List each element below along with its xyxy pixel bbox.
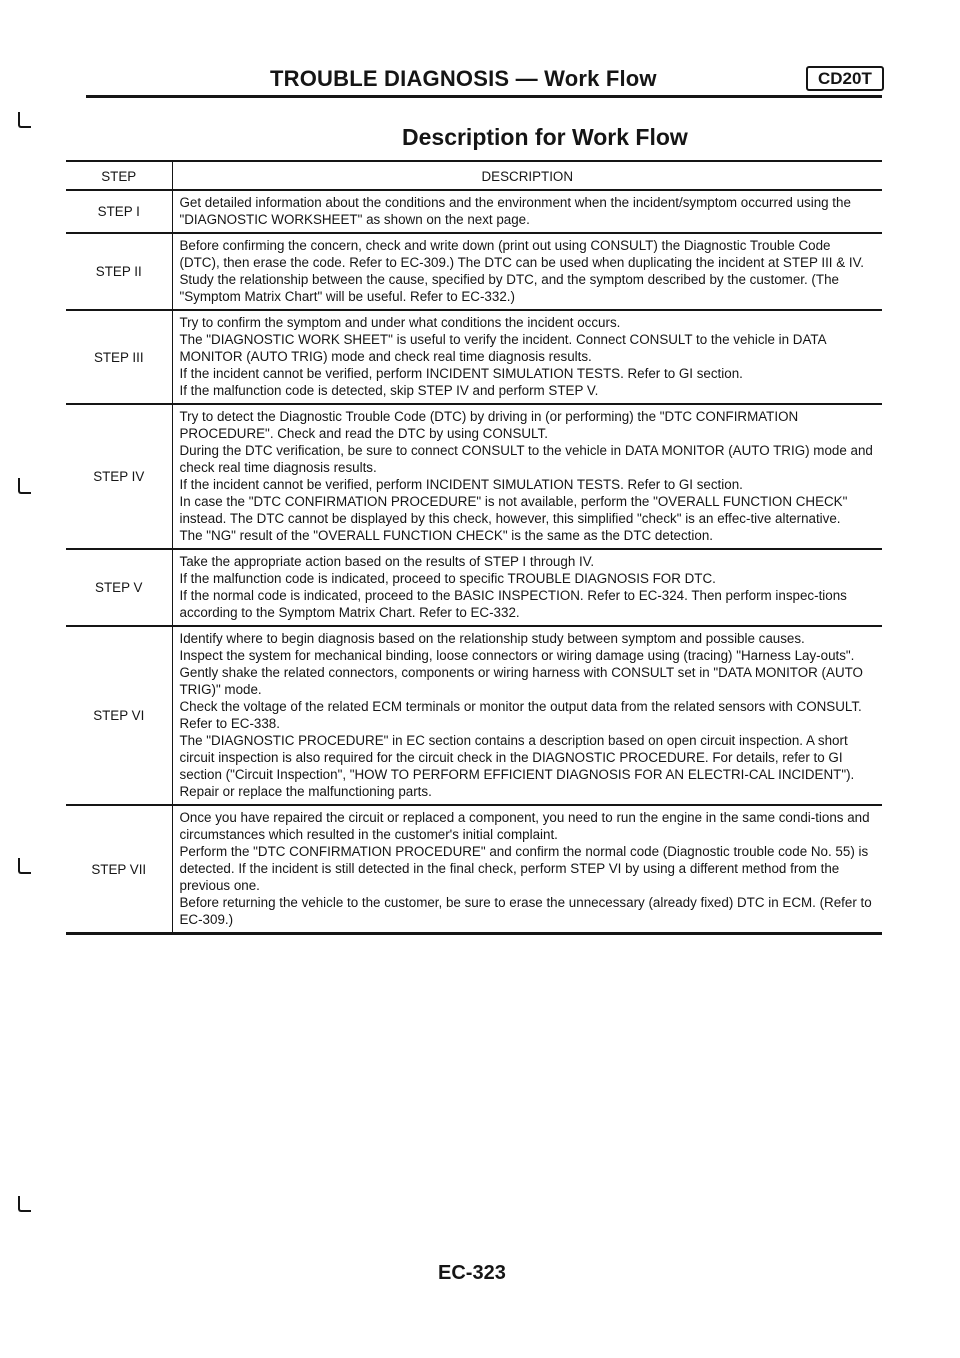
step-label: STEP V — [66, 549, 172, 626]
description-line: Once you have repaired the circuit or replaced a component, you need to run the engine in the same condi-tions and circumstances which resulted in the customer's initial complaint. — [179, 810, 870, 842]
table-header-row — [66, 161, 882, 190]
step-label: STEP VII — [66, 805, 172, 934]
description-line: Take the appropriate action based on the results of STEP I through IV. — [179, 554, 595, 569]
description-line: Before confirming the concern, check and write down (print out using CONSULT) the Diagnostic Trouble Code (DTC), then erase the code. Refer to EC-309.) The DTC can be used when duplicating the incident at STEP III & IV. — [179, 238, 865, 270]
margin-mark-icon — [18, 1196, 31, 1212]
step-label: STEP I — [66, 190, 172, 233]
description-line: Repair or replace the malfunctioning parts. — [179, 784, 432, 799]
step-label: STEP II — [66, 233, 172, 310]
description-line: If the malfunction code is indicated, proceed to specific TROUBLE DIAGNOSIS FOR DTC. — [179, 571, 716, 586]
table-row — [66, 233, 882, 310]
description-line: The "NG" result of the "OVERALL FUNCTION CHECK" is the same as the DTC detection. — [179, 528, 713, 543]
column-header-step: STEP — [66, 161, 172, 190]
description-line: The "DIAGNOSTIC WORK SHEET" is useful to verify the incident. Connect CONSULT to the vehicle in DATA MONITOR (AUTO TRIG) mode and check real time diagnosis results. — [179, 332, 826, 364]
table-body — [66, 190, 882, 934]
page-number: EC-323 — [438, 1262, 506, 1284]
description-line: Try to detect the Diagnostic Trouble Code (DTC) by driving in (or performing) the "DTC CONFIRMATION PROCEDURE". Check and read the DTC by using CONSULT. — [179, 409, 799, 441]
description-line: In case the "DTC CONFIRMATION PROCEDURE" is not available, perform the "OVERALL FUNCTION CHECK" instead. The DTC cannot be displayed by this check, however, this simplified "check" is an effec-tive alternative. — [179, 494, 848, 526]
table-row — [66, 626, 882, 805]
description-line: Gently shake the related connectors, components or wiring harness with CONSULT set in "DATA MONITOR (AUTO TRIG)" mode. — [179, 665, 863, 697]
step-description — [172, 190, 882, 233]
margin-mark-icon — [18, 112, 31, 128]
table-row — [66, 310, 882, 404]
description-line: Inspect the system for mechanical binding, loose connectors or wiring damage using (tracing) "Harness Lay-outs". — [179, 648, 855, 663]
step-label: STEP IV — [66, 404, 172, 549]
description-line: If the malfunction code is detected, skip STEP IV and perform STEP V. — [179, 383, 599, 398]
step-label: STEP VI — [66, 626, 172, 805]
header-rule — [86, 95, 882, 98]
description-line: Study the relationship between the cause, specified by DTC, and the symptom described by the customer. (The "Symptom Matrix Chart" will be useful. Refer to EC-332.) — [179, 272, 839, 304]
margin-mark-icon — [18, 858, 31, 874]
step-description — [172, 310, 882, 404]
table-row — [66, 805, 882, 934]
engine-code-badge: CD20T — [806, 66, 884, 91]
description-line: Identify where to begin diagnosis based on the relationship study between symptom and possible causes. — [179, 631, 805, 646]
description-line: Before returning the vehicle to the customer, be sure to erase the unnecessary (already fixed) DTC in ECM. (Refer to EC-309.) — [179, 895, 872, 927]
step-description — [172, 233, 882, 310]
description-line: Try to confirm the symptom and under what conditions the incident occurs. — [179, 315, 621, 330]
description-line: If the incident cannot be verified, perform INCIDENT SIMULATION TESTS. Refer to GI section. — [179, 477, 743, 492]
step-description — [172, 626, 882, 805]
description-line: Get detailed information about the conditions and the environment when the incident/symptom occurred using the "DIAGNOSTIC WORKSHEET" as shown on the next page. — [179, 195, 851, 227]
page-title: Description for Work Flow — [402, 124, 688, 150]
description-line: The "DIAGNOSTIC PROCEDURE" in EC section contains a description based on open circuit inspection. A short circuit inspection is also required for the circuit check in the DIAGNOSTIC PROCEDURE. For details, refer to GI section ("Circuit Inspection", "HOW TO PERFORM EFFICIENT DIAGNOSIS FOR AN ELECTRI-CAL INCIDENT"). — [179, 733, 855, 782]
description-line: If the incident cannot be verified, perform INCIDENT SIMULATION TESTS. Refer to GI section. — [179, 366, 743, 381]
margin-mark-icon — [18, 478, 31, 494]
description-line: Check the voltage of the related ECM terminals or monitor the output data from the related sensors with CONSULT. Refer to EC-338. — [179, 699, 862, 731]
column-header-description: DESCRIPTION — [172, 161, 882, 190]
work-flow-table — [66, 160, 882, 935]
step-description — [172, 404, 882, 549]
step-description — [172, 805, 882, 934]
table-row — [66, 190, 882, 233]
header-title: TROUBLE DIAGNOSIS — Work Flow — [270, 66, 657, 91]
step-description — [172, 549, 882, 626]
table-row — [66, 549, 882, 626]
step-label: STEP III — [66, 310, 172, 404]
description-line: If the normal code is indicated, proceed to the BASIC INSPECTION. Refer to EC-324. Then perform inspec-tions according to the Symptom Matrix Chart. Refer to EC-332. — [179, 588, 847, 620]
table-row — [66, 404, 882, 549]
description-line: Perform the "DTC CONFIRMATION PROCEDURE" and confirm the normal code (Diagnostic trouble code No. 55) is detected. If the incident is still detected in the final check, perform STEP VI by using a different method from the previous one. — [179, 844, 869, 893]
description-line: During the DTC verification, be sure to connect CONSULT to the vehicle in DATA MONITOR (AUTO TRIG) mode and check real time diagnosis results. — [179, 443, 873, 475]
